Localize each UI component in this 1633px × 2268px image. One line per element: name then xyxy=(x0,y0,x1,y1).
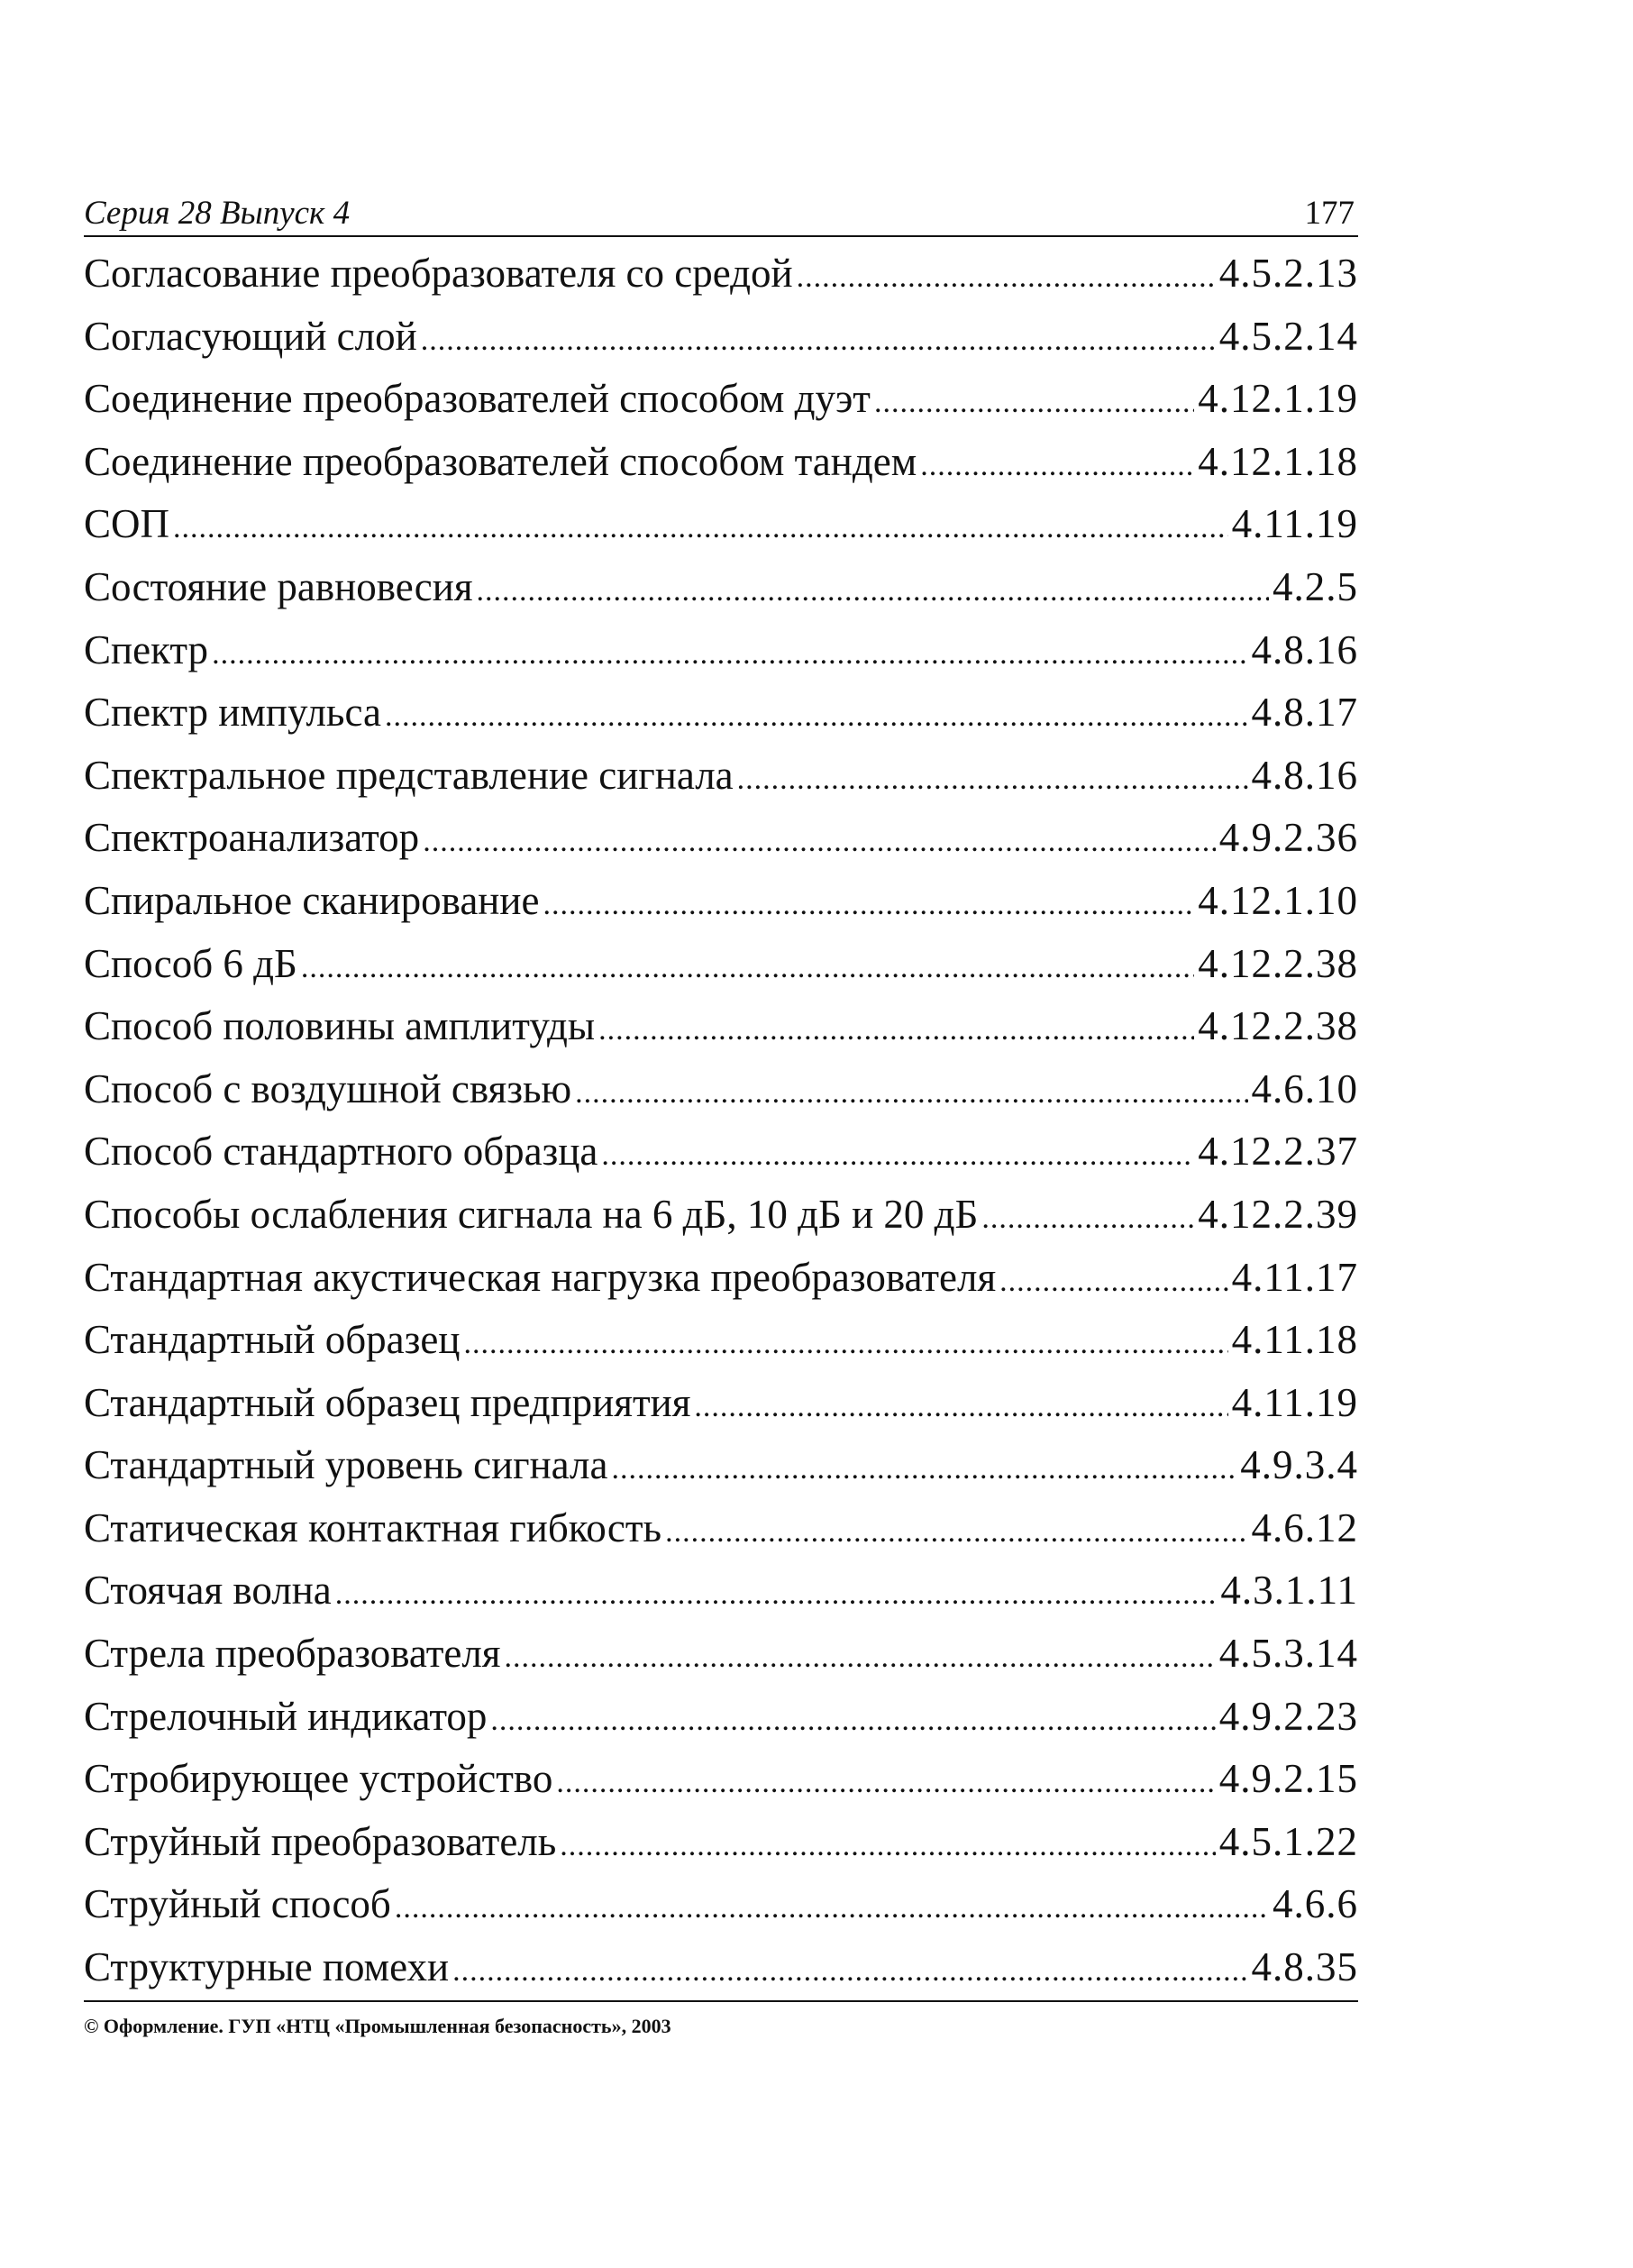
index-entry xyxy=(84,1936,1358,1999)
index-entry-term: Спектроанализатор xyxy=(84,815,420,861)
index-entry xyxy=(84,242,1358,306)
index-entry xyxy=(84,1247,1358,1310)
page-footer xyxy=(84,2000,1358,2038)
index-entry xyxy=(84,556,1358,619)
index-entry-reference: 4.9.2.36 xyxy=(1218,815,1358,861)
index-entry-reference: 4.5.1.22 xyxy=(1218,1818,1358,1864)
index-entry-term: Спектр xyxy=(84,626,209,672)
index-entry-term: Соединение преобразователей способом тандем xyxy=(84,438,917,484)
index-entry-reference: 4.11.18 xyxy=(1231,1317,1358,1363)
index-entry-reference: 4.11.19 xyxy=(1231,1379,1358,1425)
dot-leader xyxy=(301,937,1194,996)
index-entry xyxy=(84,431,1358,494)
dot-leader xyxy=(421,309,1216,369)
index-entry xyxy=(84,1434,1358,1497)
index-entry xyxy=(84,1497,1358,1560)
dot-leader xyxy=(575,1062,1247,1121)
index-entry-term: Стандартный образец xyxy=(84,1317,461,1363)
index-entry xyxy=(84,933,1358,996)
index-entry xyxy=(84,1873,1358,1936)
index-entry-term: Стрелочный индикатор xyxy=(84,1693,488,1739)
index-entry-reference: 4.6.10 xyxy=(1251,1065,1358,1111)
dot-leader xyxy=(173,497,1228,556)
index-entry-reference: 4.6.6 xyxy=(1273,1881,1358,1927)
index-entry xyxy=(84,1623,1358,1686)
index-entry xyxy=(84,368,1358,431)
index-entry-term: Структурные помехи xyxy=(84,1944,450,1990)
dot-leader xyxy=(212,623,1247,682)
index-entry-reference: 4.8.16 xyxy=(1251,626,1358,672)
index-entry-term: Спектр импульса xyxy=(84,690,381,736)
index-entry xyxy=(84,619,1358,682)
index-entry-term: Способ с воздушной связью xyxy=(84,1065,572,1111)
dot-leader xyxy=(920,434,1194,494)
index-entry-term: Стандартная акустическая нагрузка преобразователя xyxy=(84,1254,997,1300)
index-entry-reference: 4.9.2.23 xyxy=(1218,1693,1358,1739)
index-entry xyxy=(84,1748,1358,1811)
dot-leader xyxy=(694,1376,1227,1435)
dot-leader xyxy=(601,1124,1194,1184)
dot-leader xyxy=(560,1815,1215,1874)
dot-leader xyxy=(598,999,1194,1058)
dot-leader xyxy=(335,1563,1218,1623)
index-entry xyxy=(84,745,1358,808)
dot-leader xyxy=(611,1438,1236,1497)
index-entries-list xyxy=(84,242,1358,1999)
dot-leader xyxy=(556,1751,1215,1811)
index-entry xyxy=(84,1120,1358,1184)
index-entry xyxy=(84,1184,1358,1247)
index-entry-term: Способ 6 дБ xyxy=(84,940,297,986)
index-entry-term: Струйный способ xyxy=(84,1881,391,1927)
dot-leader xyxy=(490,1689,1215,1749)
index-entry xyxy=(84,493,1358,556)
index-entry-term: Способ половины амплитуды xyxy=(84,1003,596,1049)
dot-leader xyxy=(452,1940,1247,1999)
index-entry-reference: 4.11.19 xyxy=(1231,501,1358,547)
dot-leader xyxy=(463,1312,1227,1372)
index-entry-term: Стандартный уровень сигнала xyxy=(84,1442,608,1488)
index-entry xyxy=(84,870,1358,933)
index-entry-term: Спектральное представление сигнала xyxy=(84,752,734,798)
dot-leader xyxy=(395,1877,1269,1936)
dot-leader xyxy=(737,748,1248,808)
index-entry-reference: 4.3.1.11 xyxy=(1220,1568,1358,1614)
index-entry-reference: 4.11.17 xyxy=(1231,1254,1358,1300)
index-entry-reference: 4.9.2.15 xyxy=(1218,1756,1358,1802)
index-entry xyxy=(84,681,1358,745)
index-entry xyxy=(84,1372,1358,1435)
index-entry-reference: 4.12.2.37 xyxy=(1198,1129,1358,1175)
index-entry-term: Стрела преобразователя xyxy=(84,1631,501,1677)
dot-leader xyxy=(477,560,1269,619)
index-entry-reference: 4.6.12 xyxy=(1251,1504,1358,1550)
dot-leader xyxy=(981,1187,1194,1247)
index-entry-reference: 4.12.1.18 xyxy=(1198,438,1358,484)
dot-leader xyxy=(874,371,1194,431)
page-number: 177 xyxy=(1304,195,1355,232)
index-entry-term: Стробирующее устройство xyxy=(84,1756,553,1802)
index-entry xyxy=(84,1686,1358,1749)
index-entry xyxy=(84,1559,1358,1623)
index-entry-term: Согласование преобразователя со средой xyxy=(84,251,793,296)
index-entry-reference: 4.8.16 xyxy=(1251,752,1358,798)
index-entry xyxy=(84,1058,1358,1121)
index-entry-term: Статическая контактная гибкость xyxy=(84,1504,662,1550)
dot-leader xyxy=(543,873,1194,933)
index-entry-reference: 4.12.2.38 xyxy=(1198,940,1358,986)
index-entry-term: Спиральное сканирование xyxy=(84,877,540,923)
dot-leader xyxy=(504,1626,1215,1686)
index-entry-term: СОП xyxy=(84,501,170,547)
index-entry-term: Стандартный образец предприятия xyxy=(84,1379,691,1425)
index-page xyxy=(84,185,1358,1999)
index-entry-reference: 4.9.3.4 xyxy=(1240,1442,1358,1488)
dot-leader xyxy=(999,1250,1228,1310)
series-title: Серия 28 Выпуск 4 xyxy=(84,195,351,232)
index-entry-reference: 4.12.1.19 xyxy=(1198,376,1358,422)
dot-leader xyxy=(385,685,1248,745)
dot-leader xyxy=(423,810,1216,870)
index-entry-term: Согласующий слой xyxy=(84,313,417,359)
index-entry-reference: 4.8.17 xyxy=(1251,690,1358,736)
index-entry-reference: 4.5.2.13 xyxy=(1218,251,1358,296)
index-entry-reference: 4.8.35 xyxy=(1251,1944,1358,1990)
index-entry-reference: 4.12.2.39 xyxy=(1198,1191,1358,1237)
index-entry-term: Способы ослабления сигнала на 6 дБ, 10 дБ и 20 дБ xyxy=(84,1191,979,1237)
index-entry xyxy=(84,306,1358,369)
index-entry xyxy=(84,1309,1358,1372)
index-entry xyxy=(84,1811,1358,1874)
dot-leader xyxy=(665,1501,1247,1560)
dot-leader xyxy=(797,246,1216,306)
index-entry-term: Способ стандартного образца xyxy=(84,1129,598,1175)
index-entry-term: Струйный преобразователь xyxy=(84,1818,557,1864)
index-entry-term: Соединение преобразователей способом дуэт xyxy=(84,376,871,422)
index-entry-reference: 4.12.2.38 xyxy=(1198,1003,1358,1049)
index-entry-term: Стоячая волна xyxy=(84,1568,332,1614)
copyright-notice: © Оформление. ГУП «НТЦ «Промышленная безопасность», 2003 xyxy=(84,2015,671,2037)
index-entry-reference: 4.12.1.10 xyxy=(1198,877,1358,923)
running-header xyxy=(84,185,1358,237)
index-entry-reference: 4.5.3.14 xyxy=(1218,1631,1358,1677)
index-entry-reference: 4.2.5 xyxy=(1273,563,1358,609)
index-entry xyxy=(84,807,1358,870)
index-entry xyxy=(84,995,1358,1058)
index-entry-term: Состояние равновесия xyxy=(84,563,473,609)
index-entry-reference: 4.5.2.14 xyxy=(1218,313,1358,359)
